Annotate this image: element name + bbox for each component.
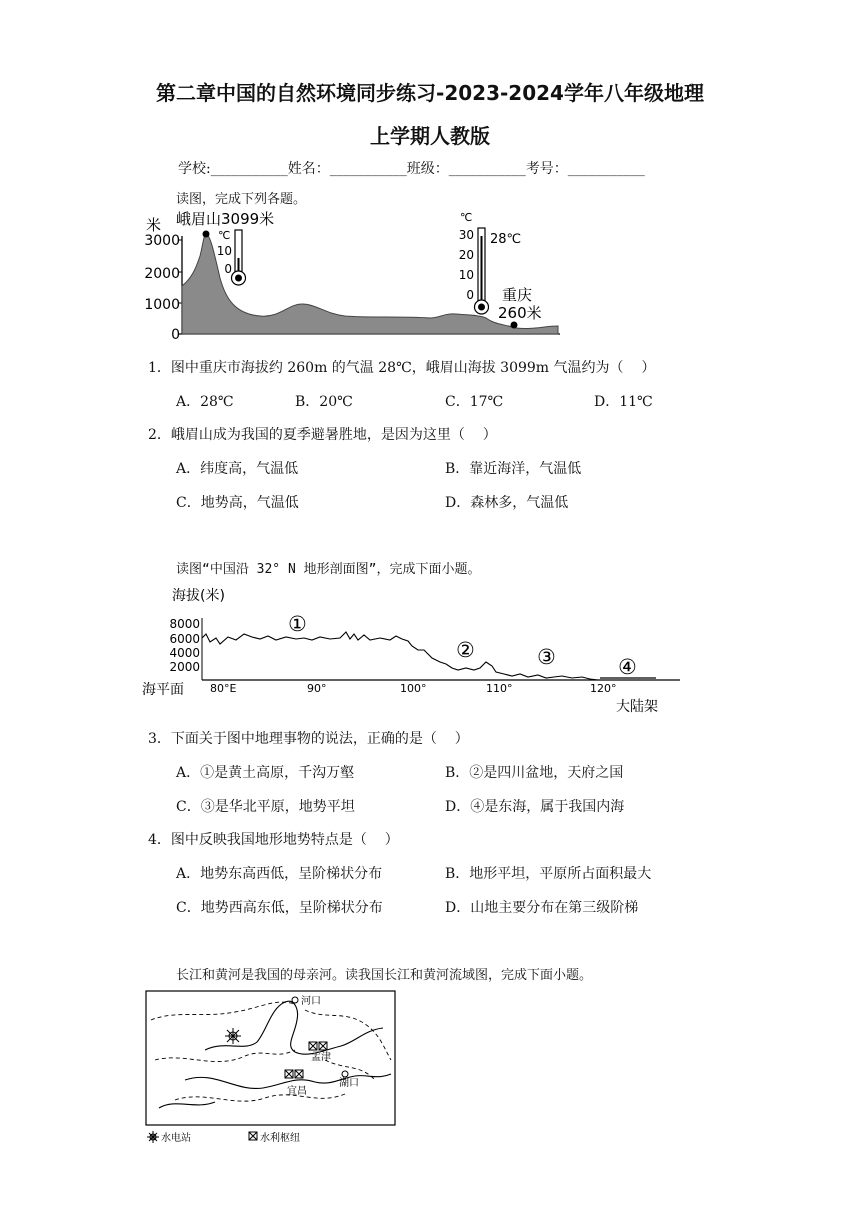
svg-text:90°: 90° [307, 682, 327, 695]
q3-option-c[interactable]: C．③是华北平原，地势平坦 [176, 799, 355, 815]
marker-4: ④ [618, 655, 637, 679]
q2-option-a[interactable]: A．纬度高，气温低 [176, 461, 299, 477]
legend-hub-label: 水利枢纽 [260, 1133, 300, 1144]
river-basin-map [145, 990, 397, 1150]
svg-text:10: 10 [216, 244, 232, 258]
q3-option-d[interactable]: D．④是东海，属于我国内海 [445, 799, 625, 815]
chongqing-dot [511, 322, 518, 329]
intro-fig2: 读图“中国沿 32° N 地形剖面图”，完成下面小题。 [176, 562, 481, 577]
q3-option-b[interactable]: B．②是四川盆地，天府之国 [445, 765, 624, 781]
document-title-line2: 上学期人教版 [370, 124, 490, 148]
q2-option-b[interactable]: B．靠近海洋，气温低 [445, 461, 582, 477]
q3-option-a[interactable]: A．①是黄土高原，千沟万壑 [176, 765, 355, 781]
emei-summit-dot [203, 231, 210, 238]
svg-text:28℃: 28℃ [490, 232, 522, 247]
q1-text: 1．图中重庆市海拔约 260m 的气温 28℃，峨眉山海拔 3099m 气温约为（ ） [148, 360, 656, 376]
marker-2: ② [456, 638, 475, 662]
label-yichang: 宜昌 [287, 1086, 307, 1097]
q1-option-c[interactable]: C．17℃ [445, 394, 504, 410]
legend-hub-icon [249, 1132, 257, 1140]
y-axis-label: 海拔(米) [172, 588, 225, 604]
q4-option-c[interactable]: C．地势西高东低，呈阶梯状分布 [176, 900, 383, 916]
q3-text: 3．下面关于图中地理事物的说法，正确的是（ ） [148, 731, 469, 747]
svg-text:6000: 6000 [169, 632, 200, 646]
intro-fig3: 长江和黄河是我国的母亲河。读我国长江和黄河流域图，完成下面小题。 [176, 968, 593, 983]
q4-option-a[interactable]: A．地势东高西低，呈阶梯状分布 [176, 866, 383, 882]
intro-fig1: 读图，完成下列各题。 [176, 192, 307, 207]
svg-text:120°: 120° [590, 682, 617, 695]
svg-text:0: 0 [466, 288, 474, 302]
svg-text:4000: 4000 [169, 646, 200, 660]
document-title-line1: 第二章中国的自然环境同步练习-2023-2024学年八年级地理 [156, 81, 704, 105]
svg-text:110°: 110° [486, 682, 513, 695]
label-hukou: 湖口 [339, 1078, 359, 1089]
y-unit-label: 米 [146, 216, 162, 234]
marker-1: ① [288, 612, 307, 636]
sea-level-label: 海平面 [142, 682, 184, 698]
svg-text:20: 20 [458, 248, 474, 262]
power-station-icon [225, 1028, 241, 1044]
label-hekou: 河口 [301, 996, 321, 1007]
y-tick: 2000 [144, 266, 180, 282]
svg-text:0: 0 [224, 262, 232, 276]
q4-option-d[interactable]: D．山地主要分布在第三级阶梯 [445, 900, 639, 916]
legend-power-station-icon [147, 1131, 159, 1143]
q2-option-d[interactable]: D．森林多，气温低 [445, 495, 569, 511]
y-tick: 0 [171, 327, 180, 343]
cross-section-figure [140, 582, 690, 717]
q4-option-b[interactable]: B．地形平坦，平原所占面积最大 [445, 866, 652, 882]
q1-option-a[interactable]: A．28℃ [176, 394, 234, 410]
svg-text:30: 30 [458, 228, 474, 242]
chongqing-label: 重庆 [502, 286, 533, 304]
elevation-profile-figure [140, 208, 580, 344]
svg-text:100°: 100° [400, 682, 427, 695]
y-tick: 1000 [144, 297, 180, 313]
svg-text:℃: ℃ [460, 211, 473, 224]
svg-text:8000: 8000 [169, 617, 200, 631]
student-info-line: 学校:___________姓名：___________班级：___________考号：___________ [178, 161, 645, 177]
q2-text: 2．峨眉山成为我国的夏季避暑胜地，是因为这里（ ） [148, 427, 497, 443]
q1-option-d[interactable]: D．11℃ [594, 394, 653, 410]
svg-text:2000: 2000 [169, 660, 200, 674]
continental-shelf-label: 大陆架 [616, 699, 658, 715]
legend-power-station-label: 水电站 [161, 1133, 191, 1144]
svg-text:10: 10 [458, 268, 474, 282]
svg-text:℃: ℃ [218, 229, 231, 242]
marker-3: ③ [537, 645, 556, 669]
label-mengjin: 孟津 [311, 1052, 331, 1063]
svg-text:80°E: 80°E [210, 682, 237, 695]
chongqing-alt-label: 260米 [498, 304, 542, 322]
thermometer-emei-icon [217, 229, 246, 285]
emei-label: 峨眉山3099米 [176, 210, 275, 228]
q1-option-b[interactable]: B．20℃ [295, 394, 353, 410]
q2-option-c[interactable]: C．地势高，气温低 [176, 495, 299, 511]
q4-text: 4．图中反映我国地形地势特点是（ ） [148, 832, 399, 848]
y-tick: 3000 [144, 233, 180, 249]
